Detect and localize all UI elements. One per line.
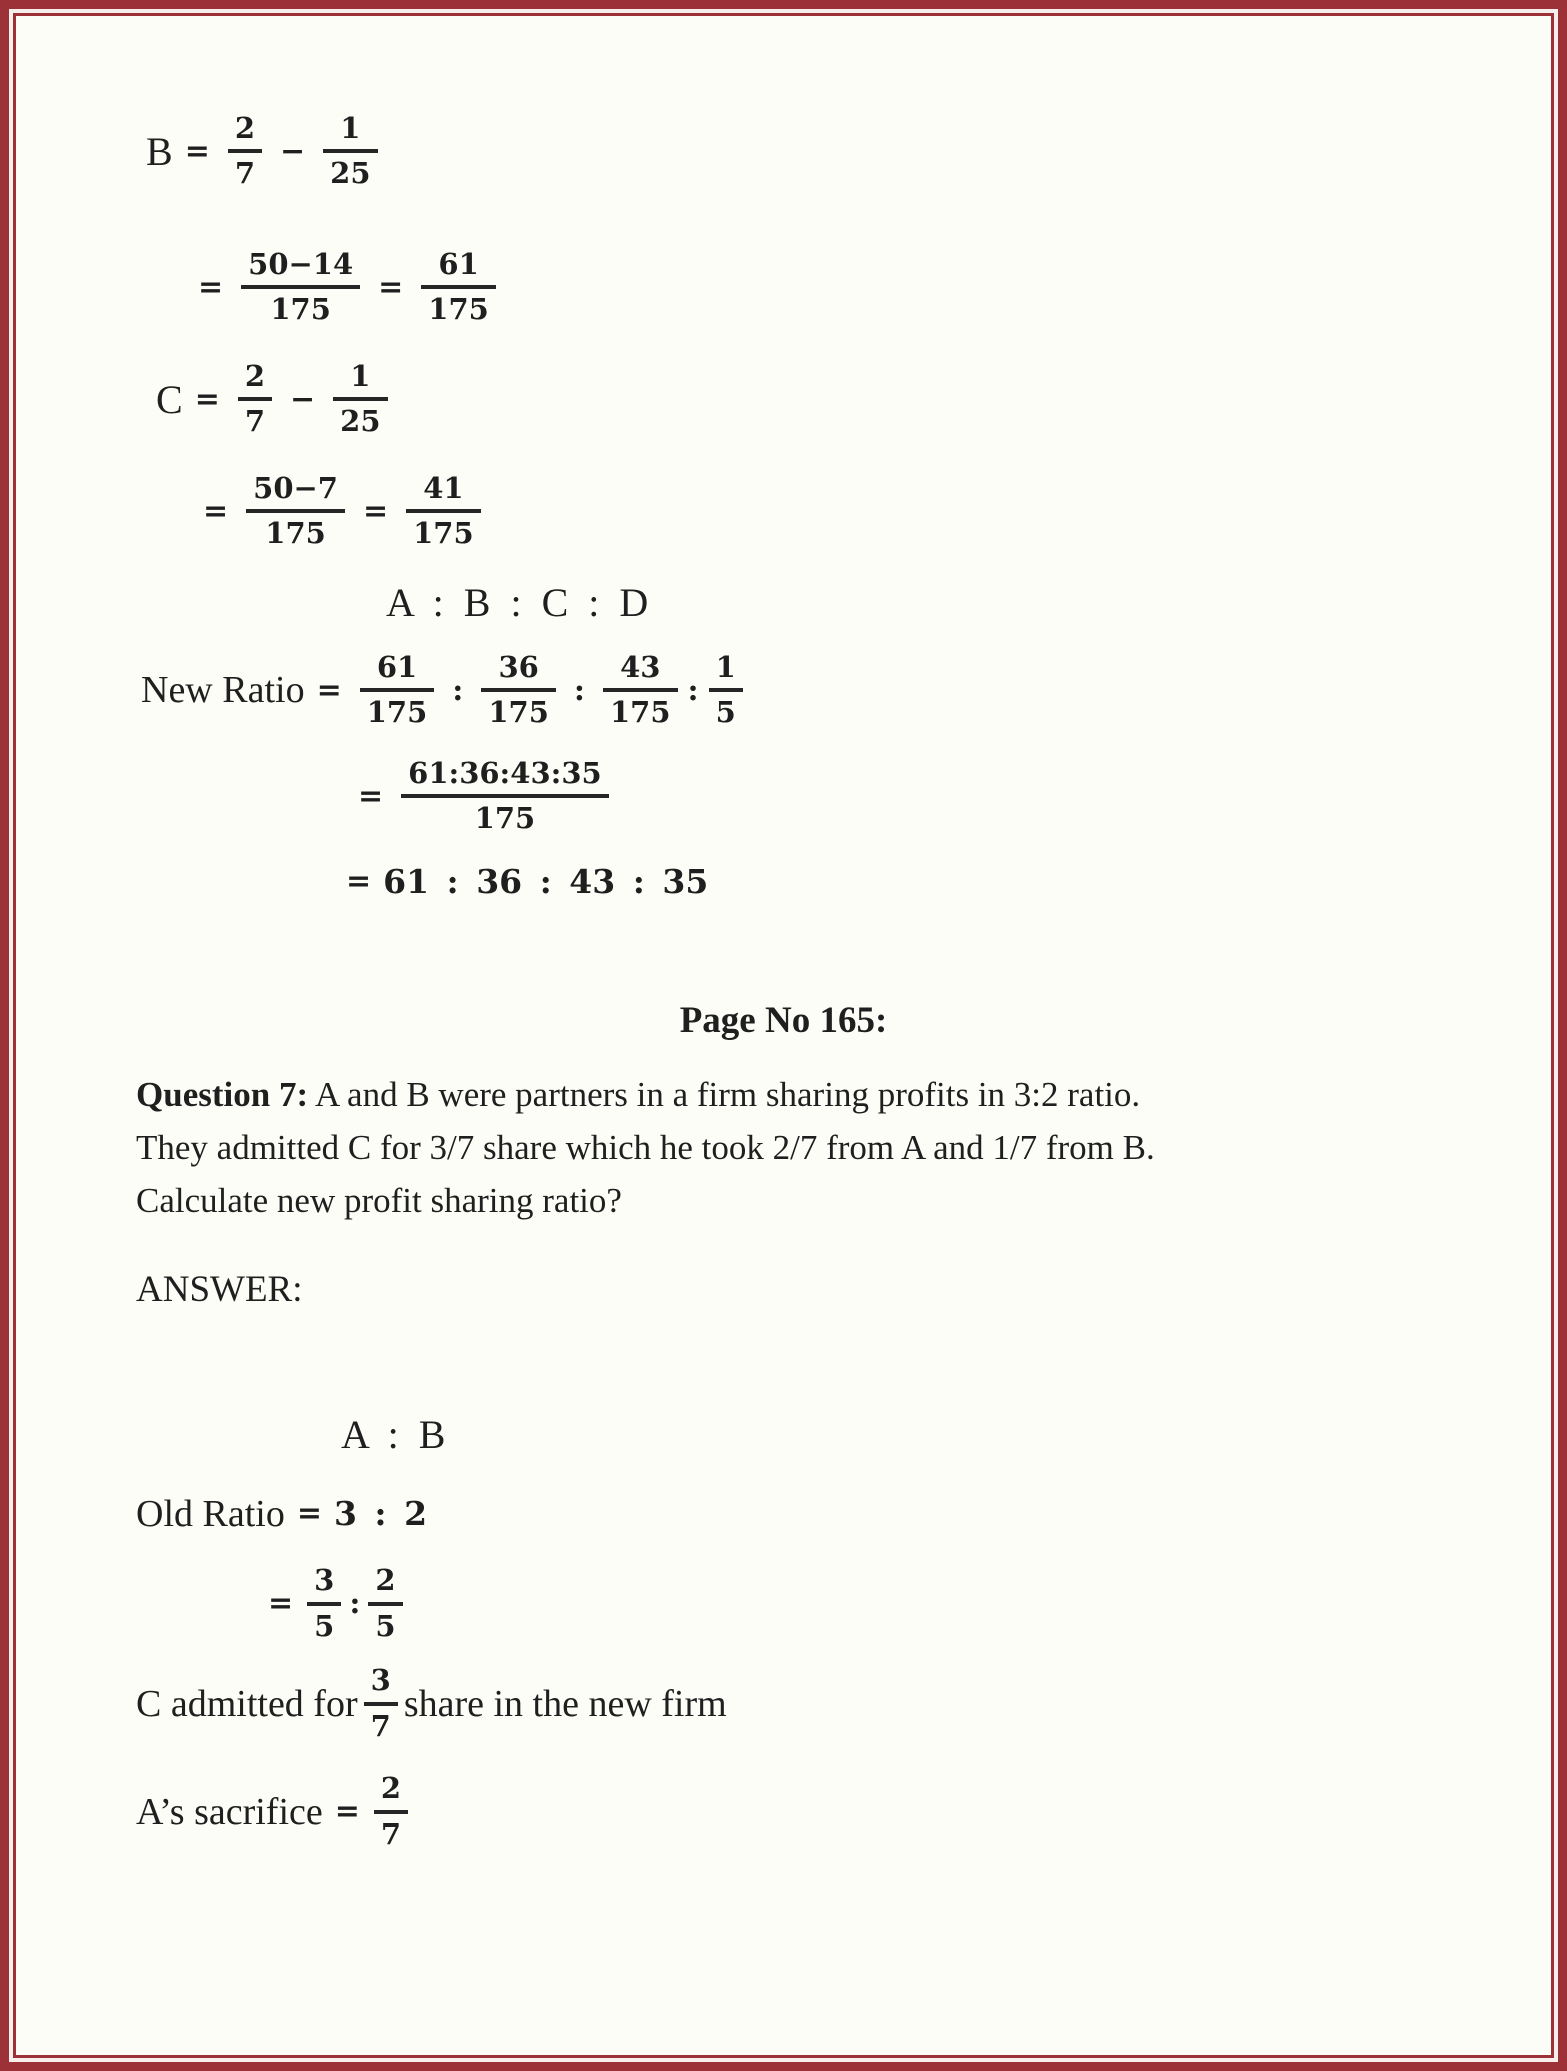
fraction-denominator: 25 bbox=[330, 156, 371, 190]
old-ratio-label: Old Ratio bbox=[136, 1492, 285, 1535]
fraction-numerator: 1 bbox=[340, 110, 361, 145]
minus-sign: − bbox=[280, 133, 306, 169]
fraction-denominator: 175 bbox=[413, 516, 474, 550]
old-ratio-value: 3 : 2 bbox=[333, 1494, 428, 1534]
equals-sign: = bbox=[203, 493, 229, 529]
fraction bbox=[333, 360, 387, 439]
result-line bbox=[346, 862, 1551, 901]
question-line-2: They admitted C for 3/7 share which he took 2/7 from A and 1/7 from B. bbox=[136, 1128, 1155, 1168]
equation-c-lhs: C bbox=[156, 376, 183, 422]
equals-sign: = bbox=[358, 778, 384, 814]
equals-sign: = bbox=[198, 269, 224, 305]
fraction-denominator: 7 bbox=[370, 1708, 391, 1743]
equals-sign: = bbox=[346, 864, 372, 899]
fraction bbox=[481, 651, 556, 730]
fraction-denominator: 5 bbox=[715, 695, 736, 729]
fraction bbox=[401, 757, 609, 836]
fraction bbox=[323, 112, 377, 191]
combined-step-line bbox=[346, 746, 1551, 846]
fraction-denominator: 7 bbox=[244, 404, 266, 438]
ratio-header-text: A : B bbox=[341, 1411, 446, 1457]
fraction-numerator: 50−14 bbox=[248, 246, 354, 281]
fraction-denominator: 175 bbox=[270, 292, 331, 326]
fraction-numerator: 3 bbox=[370, 1663, 391, 1698]
fraction-numerator: 2 bbox=[375, 1563, 396, 1598]
equals-sign: = bbox=[296, 1496, 322, 1532]
colon-sign: : bbox=[573, 672, 585, 708]
answer-label: ANSWER: bbox=[136, 1268, 303, 1310]
fraction bbox=[603, 651, 678, 730]
fraction-numerator: 1 bbox=[715, 649, 736, 684]
fraction bbox=[241, 248, 360, 327]
fraction-numerator: 36 bbox=[498, 649, 539, 684]
fraction-numerator: 41 bbox=[423, 470, 464, 505]
ratio-header-text: A : B : C : D bbox=[386, 580, 649, 625]
fraction-numerator: 61 bbox=[376, 649, 418, 684]
fraction-numerator: 1 bbox=[350, 358, 371, 393]
colon-sign: : bbox=[452, 672, 464, 708]
equals-sign: = bbox=[268, 1586, 294, 1622]
fraction bbox=[246, 472, 345, 551]
question-paragraph bbox=[136, 1068, 1481, 1228]
fraction-denominator: 5 bbox=[375, 1608, 396, 1643]
fraction bbox=[368, 1564, 402, 1643]
colon-sign: : bbox=[349, 1586, 361, 1622]
equation-b-step bbox=[186, 237, 1551, 337]
equals-sign: = bbox=[334, 1794, 360, 1830]
minus-sign: − bbox=[290, 381, 316, 417]
fraction-denominator: 25 bbox=[340, 404, 381, 438]
fraction bbox=[307, 1564, 341, 1643]
colon-sign: : bbox=[687, 672, 699, 708]
fraction bbox=[360, 651, 435, 730]
c-admitted-line bbox=[136, 1654, 1551, 1754]
fraction-denominator: 175 bbox=[366, 695, 428, 729]
fraction bbox=[406, 472, 481, 551]
fraction-numerator: 2 bbox=[380, 1771, 402, 1806]
fraction bbox=[228, 112, 262, 191]
a-sacrifice-label: A’s sacrifice bbox=[136, 1790, 323, 1833]
equation-c bbox=[156, 349, 1551, 449]
fraction-denominator: 7 bbox=[380, 1816, 402, 1851]
fraction-numerator: 2 bbox=[244, 358, 266, 393]
new-ratio-label: New Ratio bbox=[141, 669, 305, 711]
fraction-denominator: 7 bbox=[234, 156, 256, 190]
fraction-denominator: 5 bbox=[314, 1608, 335, 1643]
new-ratio-line bbox=[141, 640, 1551, 740]
fraction-numerator: 61 bbox=[438, 246, 479, 281]
fraction-denominator: 175 bbox=[609, 695, 671, 729]
question-label: Question 7: bbox=[136, 1075, 309, 1114]
fraction-denominator: 175 bbox=[265, 516, 326, 550]
fraction bbox=[238, 360, 272, 439]
fraction-denominator: 175 bbox=[474, 801, 536, 835]
page-heading: Page No 165: bbox=[679, 1000, 888, 1041]
fraction-numerator: 2 bbox=[234, 110, 256, 145]
fraction bbox=[421, 248, 496, 327]
ratio-header-ab bbox=[341, 1411, 1551, 1458]
fraction-numerator: 3 bbox=[314, 1563, 335, 1598]
question-line-3: Calculate new profit sharing ratio? bbox=[136, 1181, 622, 1221]
result-value: 61 : 36 : 43 : 35 bbox=[383, 862, 709, 901]
page-border-gap bbox=[9, 9, 1558, 2062]
page-content bbox=[16, 16, 1551, 2055]
equation-c-step bbox=[191, 461, 1551, 561]
fraction bbox=[364, 1664, 398, 1743]
document-page bbox=[13, 13, 1554, 2058]
equation-b bbox=[146, 101, 1551, 201]
fraction-numerator: 50−7 bbox=[253, 470, 338, 505]
fraction-numerator: 61:36:43:35 bbox=[408, 755, 602, 790]
equation-b-lhs: B bbox=[146, 128, 173, 174]
equals-sign: = bbox=[378, 269, 404, 305]
c-admitted-text-pre: C admitted for bbox=[136, 1682, 358, 1725]
equals-sign: = bbox=[362, 493, 389, 529]
fraction-denominator: 175 bbox=[428, 292, 489, 326]
equals-sign: = bbox=[184, 133, 210, 169]
ratio-header-abcd bbox=[386, 579, 1551, 626]
a-sacrifice-line bbox=[136, 1762, 1551, 1862]
equals-sign: = bbox=[316, 672, 342, 708]
fraction-denominator: 175 bbox=[488, 695, 549, 729]
old-ratio-line bbox=[136, 1492, 1551, 1536]
fraction bbox=[709, 651, 743, 730]
old-ratio-step-line bbox=[256, 1554, 1551, 1654]
question-line-1: A and B were partners in a firm sharing profits in 3:2 ratio. bbox=[314, 1075, 1141, 1114]
c-admitted-text-post: share in the new firm bbox=[403, 1682, 727, 1725]
equals-sign: = bbox=[194, 381, 220, 417]
fraction-numerator: 43 bbox=[620, 649, 661, 684]
fraction bbox=[374, 1772, 408, 1851]
